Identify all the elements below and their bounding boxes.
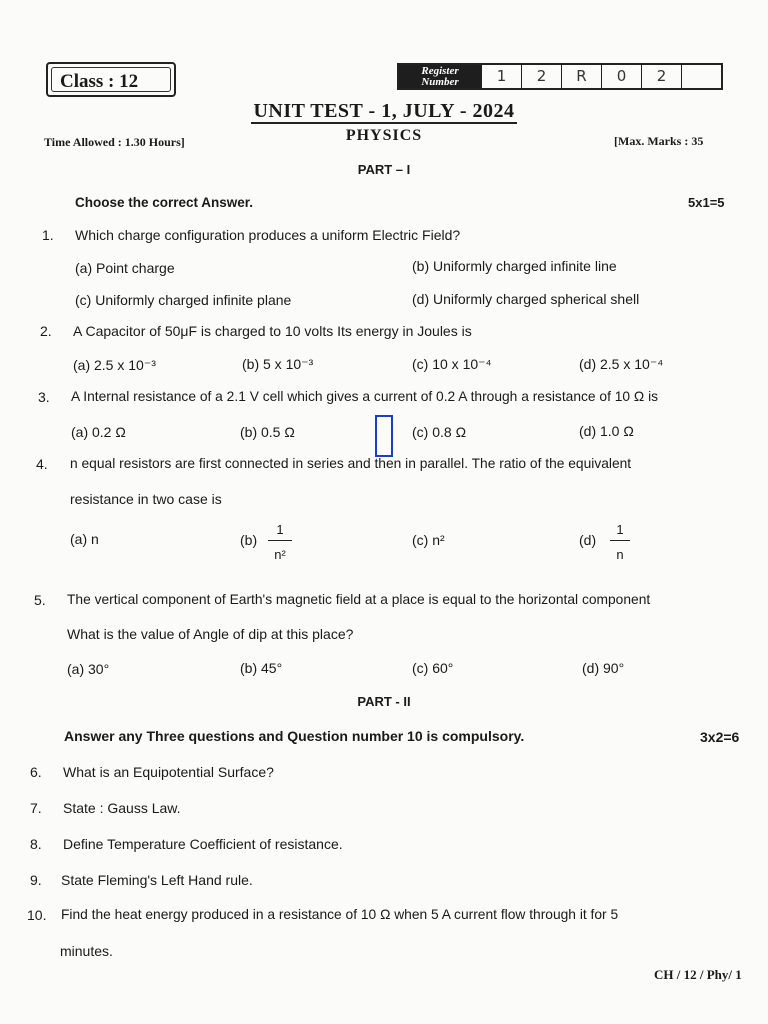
option-d-fraction [610,522,630,562]
fraction-numerator: 1 [616,522,624,537]
option-d: (d) 90° [582,660,625,676]
question-number: 7. [30,800,42,816]
question-text: Define Temperature Coefficient of resistance. [63,836,343,852]
option-c: (c) n² [412,532,445,548]
part-2-marks: 3x2=6 [700,729,740,745]
question-number: 8. [30,836,42,852]
part-1-heading: PART – I [357,162,411,177]
option-b: (b) Uniformly charged infinite line [412,258,617,274]
paper-code: CH / 12 / Phy/ 1 [654,967,742,982]
fraction-numerator: 1 [276,522,284,537]
option-b: (b) 5 x 10⁻³ [242,356,314,372]
answer-mark-box [375,415,393,457]
fraction-denominator: n² [274,547,286,562]
part-1-instruction: Choose the correct Answer. [75,195,254,210]
register-digit-2: 2 [521,65,561,88]
question-number: 2. [40,323,52,339]
question-number: 10. [27,907,47,923]
option-c: (c) 10 x 10⁻⁴ [412,356,492,372]
option-b: (b) 45° [240,660,283,676]
option-a: (a) 2.5 x 10⁻³ [73,357,156,373]
subject-title: PHYSICS [345,127,423,144]
register-digit-6 [681,65,721,88]
question-text: What is an Equipotential Surface? [63,764,274,780]
question-text: A Internal resistance of a 2.1 V cell which gives a current of 0.2 A through a resistance of 10 Ω is [71,389,659,404]
option-d-label: (d) [579,532,597,548]
question-text: Which charge configuration produces a uniform Electric Field? [75,227,461,243]
class-label: Class : 12 [51,67,171,92]
part-2-heading: PART - II [357,694,411,709]
register-digit-3: R [561,65,601,88]
question-text: State Fleming's Left Hand rule. [61,872,253,888]
question-number: 1. [42,227,54,243]
register-number-box [397,63,723,90]
class-box [46,62,176,97]
option-b-label: (b) [240,532,258,548]
question-text-line-1: The vertical component of Earth's magnetic field at a place is equal to the horizontal component [67,592,651,607]
fraction-bar [268,540,292,541]
time-allowed: Time Allowed : 1.30 Hours] [44,135,185,149]
question-number: 4. [36,456,48,472]
max-marks: [Max. Marks : 35 [614,134,704,148]
option-b-fraction [268,522,292,562]
exam-title: UNIT TEST - 1, JULY - 2024 [253,100,515,122]
question-text-line-2: What is the value of Angle of dip at this place? [67,626,354,642]
option-a: (a) 0.2 Ω [71,424,126,440]
question-text: State : Gauss Law. [63,800,181,816]
part-2-instruction: Answer any Three questions and Question number 10 is compulsory. [64,728,525,744]
question-text-line-2: resistance in two case is [70,491,222,507]
register-number-label: Register Number [399,65,481,88]
option-d: (d) 2.5 x 10⁻⁴ [579,356,664,372]
part-1-marks: 5x1=5 [688,195,725,210]
question-number: 9. [30,872,42,888]
option-a: (a) Point charge [75,260,175,276]
option-a: (a) 30° [67,661,110,677]
option-d: (d) Uniformly charged spherical shell [412,291,640,307]
option-b: (b) 0.5 Ω [240,424,295,440]
question-text-line-2: minutes. [60,943,113,959]
question-text-line-1: n equal resistors are first connected in series and then in parallel. The ratio of the equivalent [70,456,632,471]
fraction-bar [610,540,630,541]
question-text-line-1: Find the heat energy produced in a resistance of 10 Ω when 5 A current flow through it for 5 [61,907,619,922]
question-number: 6. [30,764,42,780]
question-text: A Capacitor of 50μF is charged to 10 volts Its energy in Joules is [73,323,472,339]
register-digit-4: 0 [601,65,641,88]
option-c: (c) 60° [412,660,454,676]
question-number: 3. [38,389,50,405]
register-digit-1: 1 [481,65,521,88]
option-c: (c) 0.8 Ω [412,424,467,440]
register-digit-5: 2 [641,65,681,88]
question-number: 5. [34,592,46,608]
option-a: (a) n [70,531,99,547]
option-d: (d) 1.0 Ω [579,423,634,439]
fraction-denominator: n [616,547,624,562]
option-c: (c) Uniformly charged infinite plane [75,292,292,308]
